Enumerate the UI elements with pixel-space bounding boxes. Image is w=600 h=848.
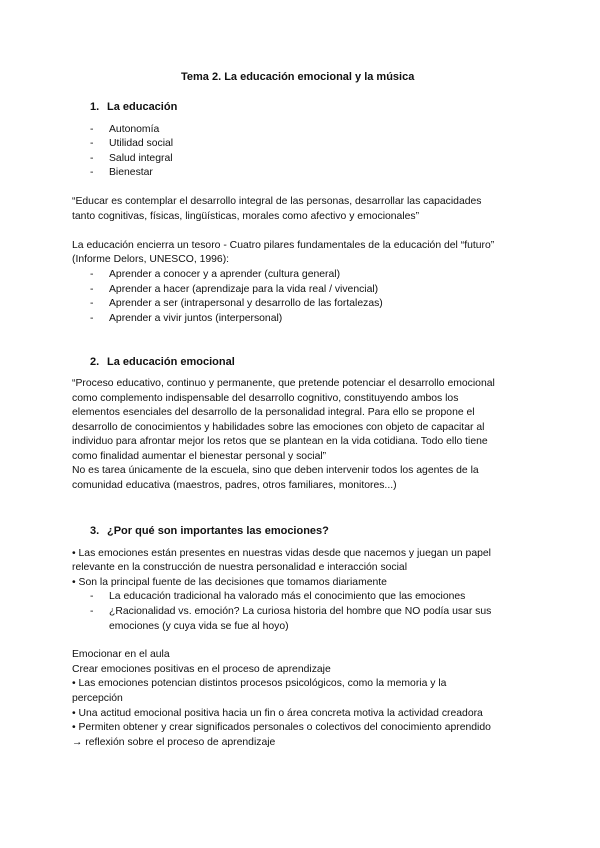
classroom-line: • Permiten obtener y crear significados personales o colectivos del conocimiento aprendido: [72, 722, 491, 733]
intro-line: (Informe Delors, UNESCO, 1996):: [72, 254, 230, 265]
classroom-line: → reflexión sobre el proceso de aprendizaje: [72, 737, 276, 748]
paragraph-line: individuo para afrontar mejor los retos que se plantean en la vida cotidiana. Todo ello tiene: [72, 436, 488, 447]
paragraph-line: No es tarea únicamente de la escuela, sino que deben intervenir todos los agentes de la: [72, 465, 479, 476]
classroom-line: • Las emociones potencian distintos procesos psicológicos, como la memoria y la: [72, 678, 447, 689]
paragraph-line: como finalidad aumentar el bienestar personal y social”: [72, 451, 327, 462]
paragraph-line: comunidad educativa (maestros, padres, otros familiares, monitores...): [72, 480, 397, 491]
bullet-line: relevante en la construcción de nuestra personalidad e interacción social: [72, 562, 408, 573]
paragraph-line: elementos esenciales del desarrollo de la personalidad integral. Para ello se propone el: [72, 407, 475, 418]
section-2-number: 2.: [90, 356, 100, 368]
paragraph-line: desarrollo de conocimientos y habilidades sobre las emociones con objeto de capacitar al: [72, 422, 485, 433]
section-3-title: ¿Por qué son importantes las emociones?: [107, 525, 329, 537]
section-3-number: 3.: [90, 525, 100, 537]
quote-line: tanto cognitivas, físicas, lingüísticas, morales como afectivo y emocionales”: [72, 211, 420, 222]
bullet-line: • Son la principal fuente de las decisiones que tomamos diariamente: [72, 577, 387, 588]
intro-line: La educación encierra un tesoro - Cuatro pilares fundamentales de la educación del “futuro”: [72, 240, 495, 251]
section-1-number: 1.: [90, 101, 100, 113]
section-2-heading: [90, 355, 235, 370]
classroom-line: percepción: [72, 693, 123, 704]
bullet-line: • Las emociones están presentes en nuestras vidas desde que nacemos y juegan un papel: [72, 548, 491, 559]
classroom-line: Emocionar en el aula: [72, 649, 170, 660]
classroom-line: • Una actitud emocional positiva hacia un fin o área concreta motiva la actividad creadora: [72, 708, 483, 719]
page-title: Tema 2. La educación emocional y la música: [181, 71, 415, 83]
paragraph-line: “Proceso educativo, continuo y permanente, que pretende potenciar el desarrollo emocional: [72, 378, 495, 389]
section-1-title: La educación: [107, 101, 178, 113]
document-page: Tema 2. La educación emocional y la música 1. La educación - Autonomía - Utilidad social - Salud integral - Bienestar “Educar es contemplar el desarrollo integral de las personas, desarrollar las capacidades tanto cognitivas, físicas, lingüísticas, morales como afectivo y emocionales” La educación encierra un tesoro - Cuatro pilares fundamentales de la educación del “futuro” (Informe Delors, UNESCO, 1996): - Aprender a conocer y a aprender (cultura general) - Aprender a hacer (aprendizaje para la vida real / vivencial) - Aprender a ser (intrapersonal y desarrollo de las fortalezas) - Aprender a vivir juntos (interpersonal) 2. La educación emocional “Proceso educativo, continuo y permanente, que pretende potenciar el desarrollo emocional como complemento indispensable del desarrollo cognitivo, constituyendo ambos los elementos esenciales del desarrollo de la personalidad integral. Para ello se propone el desarrollo de conocimientos y habilidades sobre las emociones con objeto de capacitar al individuo para afrontar mejor los retos que se plantean en la vida cotidiana. Todo ello tiene como finalidad aumentar el bienestar personal y social” No es tarea únicamente de la escuela, sino que deben intervenir todos los agentes de la comunidad educativa (maestros, padres, otros familiares, monitores...) 3. ¿Por qué son importantes las emociones? • Las emociones están presentes en nuestras vidas desde que nacemos y juegan un papel relevante en la construcción de nuestra personalidad e interacción social • Son la principal fuente de las decisiones que tomamos diariamente - La educación tradicional ha valorado más el conocimiento que las emociones - ¿Racionalidad vs. emoción? La curiosa historia del hombre que NO podía usar sus emociones (y cuya vida se fue al hoyo) Emocionar en el aula Crear emociones positivas en el proceso de aprendizaje • Las emociones potencian distintos procesos psicológicos, como la memoria y la percepción • Una actitud emocional positiva hacia un fin o área concreta motiva la actividad creadora • Permiten obtener y crear significados personales o colectivos del conocimiento aprendido → reflexión sobre el proceso de aprendizaje: [0, 0, 600, 848]
paragraph-line: como complemento indispensable del desarrollo cognitivo, constituyendo ambos los: [72, 393, 459, 404]
section-1-heading: [90, 100, 177, 115]
classroom-line: Crear emociones positivas en el proceso de aprendizaje: [72, 664, 331, 675]
section-3-heading: [90, 524, 329, 539]
quote-line: “Educar es contemplar el desarrollo integral de las personas, desarrollar las capacidades: [72, 196, 482, 207]
section-2-title: La educación emocional: [107, 356, 235, 368]
